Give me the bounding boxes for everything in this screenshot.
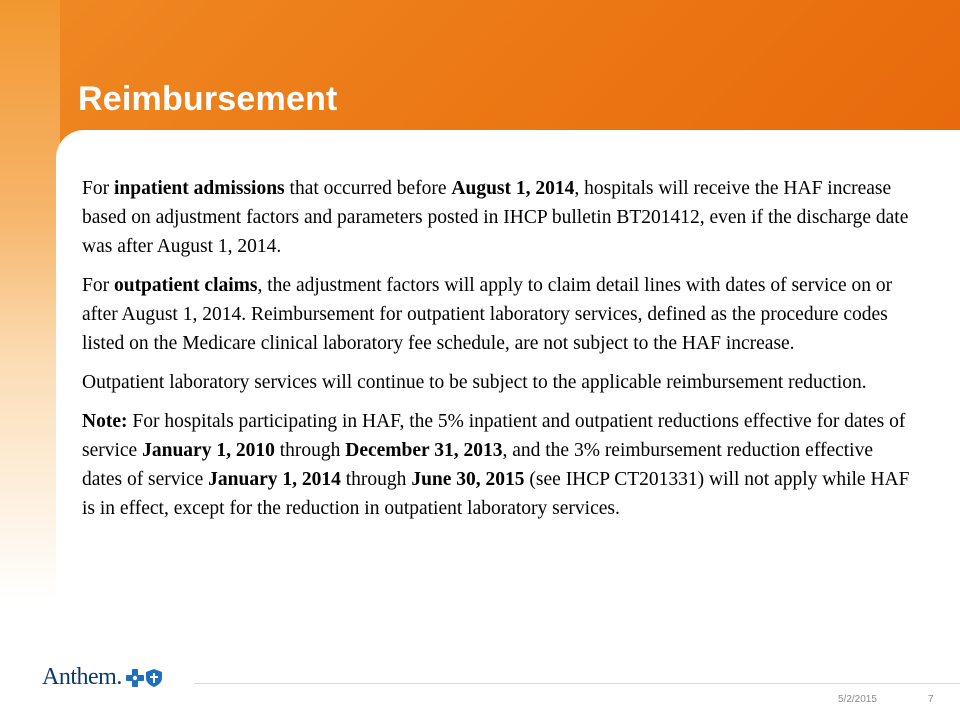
blue-cross-icon: [126, 669, 144, 687]
emphasis-text: Note:: [82, 411, 128, 432]
logo-mark: [126, 669, 162, 687]
anthem-logo: [42, 664, 162, 691]
body-text-run: , the adjustment factors will apply to claim detail lines with dates of service on or after August 1, 2014. Reimbursement for outpatient laboratory services, defined as the procedure codes listed on the Medicare clinical laboratory fee schedule, are not subject to the HAF increase.: [82, 275, 893, 354]
emphasis-text: January 1, 2010: [142, 440, 275, 461]
body-text-run: Outpatient laboratory services will continue to be subject to the applicable reimbursement reduction.: [82, 372, 867, 393]
slide-title: Reimbursement: [78, 80, 338, 118]
slide-body: [82, 174, 912, 533]
paragraph-inpatient: [82, 174, 912, 261]
emphasis-text: January 1, 2014: [208, 469, 341, 490]
body-text-run: For: [82, 178, 114, 199]
left-gradient-band: [0, 0, 60, 600]
body-text-run: , and the 3% reimbursement reduction effective dates of service: [82, 440, 874, 490]
body-text-run: (see IHCP CT201331) will not apply while HAF is in effect, except for the reduction in outpatient laboratory services.: [82, 469, 910, 519]
paragraph-outpatient: [82, 271, 912, 358]
emphasis-text: December 31, 2013: [345, 440, 503, 461]
body-text-run: For: [82, 275, 114, 296]
paragraph-lab-services: [82, 368, 912, 397]
logo-wordmark: Anthem.: [42, 664, 122, 690]
footer-divider: [194, 683, 960, 684]
emphasis-text: outpatient claims: [113, 275, 258, 296]
body-text-run: through: [274, 440, 346, 461]
emphasis-text: August 1, 2014: [451, 178, 575, 199]
footer-date: 5/2/2015: [838, 694, 877, 705]
emphasis-text: inpatient admissions: [113, 178, 285, 199]
paragraph-note: [82, 407, 912, 523]
blue-shield-icon: [146, 669, 162, 687]
body-text-run: , hospitals will receive the HAF increase based on adjustment factors and parameters posted in IHCP bulletin BT201412, even if the discharge date was after August 1, 2014.: [82, 178, 909, 257]
body-text-run: For hospitals participating in HAF, the 5% inpatient and outpatient reductions effective for dates of service: [82, 411, 906, 461]
page-number: 7: [928, 694, 934, 705]
body-text-run: through: [340, 469, 412, 490]
emphasis-text: June 30, 2015: [411, 469, 525, 490]
body-text-run: that occurred before: [284, 178, 452, 199]
